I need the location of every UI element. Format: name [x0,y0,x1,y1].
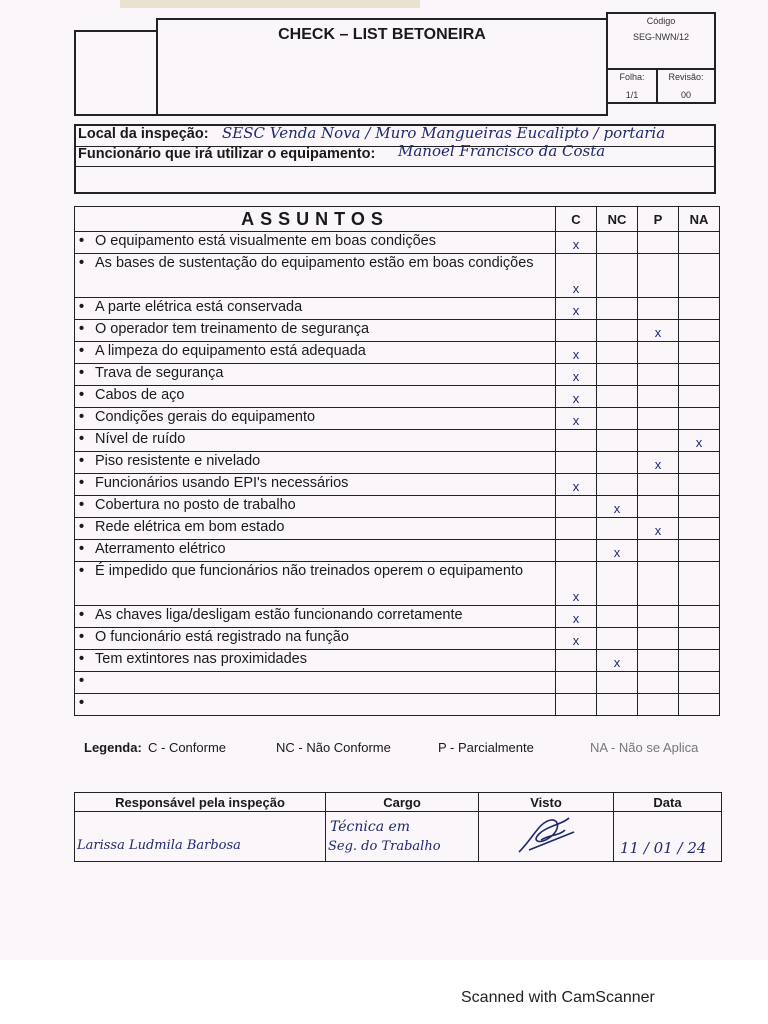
check-mark-icon: x [572,391,580,406]
table-row [75,386,720,408]
mark-cell-p [638,298,679,320]
mark-cell-p [638,672,679,694]
item-text: A limpeza do equipamento está adequada [95,343,366,359]
mark-cell-nc [597,386,638,408]
mark-cell-nc [597,430,638,452]
mark-cell-p [638,694,679,716]
revision-value: 00 [680,90,691,100]
bullet-icon: • [79,541,85,557]
item-cell [75,386,556,408]
sheet-label: Folha: [619,72,645,82]
mark-cell-na [679,628,720,650]
mark-cell-p [638,408,679,430]
mark-cell-na [679,408,720,430]
header-cargo: Cargo [326,793,479,812]
mark-cell-na [679,474,720,496]
item-cell [75,650,556,672]
bullet-icon: • [79,321,85,337]
bullet-icon: • [79,299,85,315]
mark-cell-nc [597,496,638,518]
mark-cell-na [679,364,720,386]
table-row [75,342,720,364]
item-text: O equipamento está visualmente em boas condições [95,233,436,249]
bullet-icon: • [79,695,85,711]
item-cell [75,342,556,364]
check-mark-icon: x [572,369,580,384]
check-mark-icon: x [572,589,580,604]
item-text: As chaves liga/desligam estão funcionando corretamente [95,607,463,623]
bullet-icon: • [79,475,85,491]
item-cell [75,364,556,386]
check-mark-icon: x [654,523,662,538]
item-text: Nível de ruído [95,431,186,447]
table-row [75,232,720,254]
legend-c: C - Conforme [148,740,227,755]
check-mark-icon: x [654,457,662,472]
item-text: Piso resistente e nivelado [95,453,261,469]
mark-cell-na [679,694,720,716]
cargo-line1: Técnica em [330,818,411,835]
check-mark-icon: x [613,655,621,670]
check-mark-icon: x [572,633,580,648]
mark-cell-na [679,320,720,342]
mark-cell-na [679,232,720,254]
item-text: As bases de sustentação do equipamento estão em boas condições [95,255,534,271]
mark-cell-c [556,474,597,496]
signature-scribble-icon [479,812,609,856]
item-cell [75,408,556,430]
bullet-icon: • [79,365,85,381]
legend-nc: NC - Não Conforme [276,740,391,755]
mark-cell-p [638,540,679,562]
mark-cell-p [638,320,679,342]
item-cell [75,672,556,694]
local-value: SESC Venda Nova / Muro Mangueiras Eucalipto / portaria [222,124,666,142]
header-c: C [556,207,597,232]
mark-cell-p [638,430,679,452]
code-label: Código [646,16,676,26]
check-mark-icon: x [572,347,580,362]
table-row [75,672,720,694]
mark-cell-p [638,254,679,298]
item-text: Trava de segurança [95,365,224,381]
bullet-icon: • [79,607,85,623]
mark-cell-c [556,672,597,694]
bullet-icon: • [79,651,85,667]
local-label: Local da inspeção: [78,126,209,142]
visto-cell [479,812,614,862]
header-responsavel: Responsável pela inspeção [75,793,326,812]
legend-p: P - Parcialmente [438,740,534,755]
check-mark-icon: x [695,435,703,450]
mark-cell-p [638,474,679,496]
item-text: O funcionário está registrado na função [95,629,349,645]
mark-cell-na [679,606,720,628]
mark-cell-nc [597,540,638,562]
bullet-icon: • [79,673,85,689]
mark-cell-nc [597,232,638,254]
mark-cell-c [556,298,597,320]
mark-cell-c [556,606,597,628]
item-text: Rede elétrica em bom estado [95,519,285,535]
responsavel-value: Larissa Ludmila Barbosa [77,838,241,853]
mark-cell-nc [597,320,638,342]
item-text: Condições gerais do equipamento [95,409,316,425]
item-cell [75,232,556,254]
mark-cell-na [679,518,720,540]
bullet-icon: • [79,563,85,579]
mark-cell-c [556,650,597,672]
check-mark-icon: x [654,325,662,340]
mark-cell-nc [597,452,638,474]
mark-cell-nc [597,408,638,430]
table-row [75,364,720,386]
header-na: NA [679,207,720,232]
check-mark-icon: x [572,611,580,626]
mark-cell-p [638,364,679,386]
item-cell [75,474,556,496]
table-header-row [75,207,720,232]
mark-cell-na [679,562,720,606]
mark-cell-nc [597,474,638,496]
funcionario-value: Manoel Francisco da Costa [398,142,606,160]
table-row [75,320,720,342]
check-mark-icon: x [572,303,580,318]
check-mark-icon: x [572,237,580,252]
mark-cell-nc [597,672,638,694]
mark-cell-c [556,540,597,562]
item-cell [75,606,556,628]
bullet-icon: • [79,233,85,249]
mark-cell-c [556,342,597,364]
camscanner-footer: Scanned with CamScanner [461,989,655,1006]
item-cell [75,452,556,474]
paper-edge [120,0,420,8]
legend-na: NA - Não se Aplica [590,740,699,755]
mark-cell-na [679,254,720,298]
item-cell [75,694,556,716]
table-row [75,694,720,716]
header-data: Data [614,793,722,812]
mark-cell-c [556,518,597,540]
cargo-line2: Seg. do Trabalho [328,838,441,854]
item-cell [75,562,556,606]
table-row [75,408,720,430]
mark-cell-c [556,430,597,452]
responsavel-cell [75,812,326,862]
table-row [75,496,720,518]
mark-cell-c [556,694,597,716]
mark-cell-nc [597,342,638,364]
bullet-icon: • [79,387,85,403]
sheet-value: 1/1 [625,90,639,100]
mark-cell-nc [597,518,638,540]
table-row [75,562,720,606]
check-mark-icon: x [572,413,580,428]
table-row [75,606,720,628]
mark-cell-p [638,452,679,474]
bullet-icon: • [79,431,85,447]
funcionario-label: Funcionário que irá utilizar o equipamento: [78,146,376,162]
signature-header-row [75,793,722,812]
mark-cell-na [679,342,720,364]
info-divider [76,166,714,167]
item-text: Tem extintores nas proximidades [95,651,307,667]
item-text: Cabos de aço [95,387,185,403]
bullet-icon: • [79,255,85,271]
mark-cell-p [638,232,679,254]
document-header [74,12,716,116]
mark-cell-na [679,430,720,452]
bullet-icon: • [79,519,85,535]
logo-box [74,30,158,116]
table-row [75,430,720,452]
data-cell [614,812,722,862]
code-value: SEG-NWN/12 [632,32,689,42]
check-mark-icon: x [613,501,621,516]
item-text: Cobertura no posto de trabalho [95,497,296,513]
item-text: O operador tem treinamento de segurança [95,321,370,337]
item-text: Aterramento elétrico [95,541,226,557]
mark-cell-na [679,540,720,562]
mark-cell-nc [597,694,638,716]
check-mark-icon: x [572,281,580,296]
mark-cell-c [556,408,597,430]
mark-cell-c [556,562,597,606]
signature-row [75,812,722,862]
mark-cell-p [638,562,679,606]
header-nc: NC [597,207,638,232]
bullet-icon: • [79,497,85,513]
mark-cell-na [679,386,720,408]
mark-cell-p [638,496,679,518]
mark-cell-p [638,386,679,408]
document-title: CHECK – LIST BETONEIRA [278,26,486,43]
header-visto: Visto [479,793,614,812]
mark-cell-p [638,342,679,364]
bullet-icon: • [79,453,85,469]
bullet-icon: • [79,629,85,645]
item-cell [75,518,556,540]
check-mark-icon: x [613,545,621,560]
item-cell [75,496,556,518]
header-assuntos: ASSUNTOS [75,207,556,232]
mark-cell-na [679,452,720,474]
mark-cell-na [679,298,720,320]
bullet-icon: • [79,409,85,425]
revision-label: Revisão: [668,72,704,82]
table-row [75,540,720,562]
table-row [75,518,720,540]
mark-cell-nc [597,254,638,298]
mark-cell-p [638,518,679,540]
mark-cell-c [556,628,597,650]
mark-cell-na [679,672,720,694]
mark-cell-nc [597,298,638,320]
mark-cell-nc [597,650,638,672]
mark-cell-c [556,254,597,298]
mark-cell-nc [597,606,638,628]
mark-cell-nc [597,364,638,386]
signature-table [74,792,722,862]
mark-cell-na [679,650,720,672]
item-cell [75,254,556,298]
table-row [75,254,720,298]
mark-cell-nc [597,562,638,606]
table-row [75,628,720,650]
cargo-cell [326,812,479,862]
mark-cell-na [679,496,720,518]
table-row [75,298,720,320]
mark-cell-c [556,386,597,408]
legend-label-wrap [84,740,142,755]
mark-cell-c [556,496,597,518]
mark-cell-c [556,232,597,254]
mark-cell-c [556,320,597,342]
item-cell [75,430,556,452]
checklist-table [74,206,720,716]
mark-cell-p [638,606,679,628]
table-row [75,474,720,496]
mark-cell-p [638,650,679,672]
item-cell [75,320,556,342]
bullet-icon: • [79,343,85,359]
item-text: A parte elétrica está conservada [95,299,303,315]
mark-cell-c [556,364,597,386]
item-cell [75,540,556,562]
item-cell [75,628,556,650]
item-text: Funcionários usando EPI's necessários [95,475,349,491]
item-text: É impedido que funcionários não treinados operem o equipamento [95,563,524,579]
legend-label: Legenda: [84,740,142,755]
data-value: 11 / 01 / 24 [620,838,707,857]
header-p: P [638,207,679,232]
check-mark-icon: x [572,479,580,494]
mark-cell-p [638,628,679,650]
mark-cell-c [556,452,597,474]
table-row [75,452,720,474]
mark-cell-nc [597,628,638,650]
item-cell [75,298,556,320]
table-row [75,650,720,672]
